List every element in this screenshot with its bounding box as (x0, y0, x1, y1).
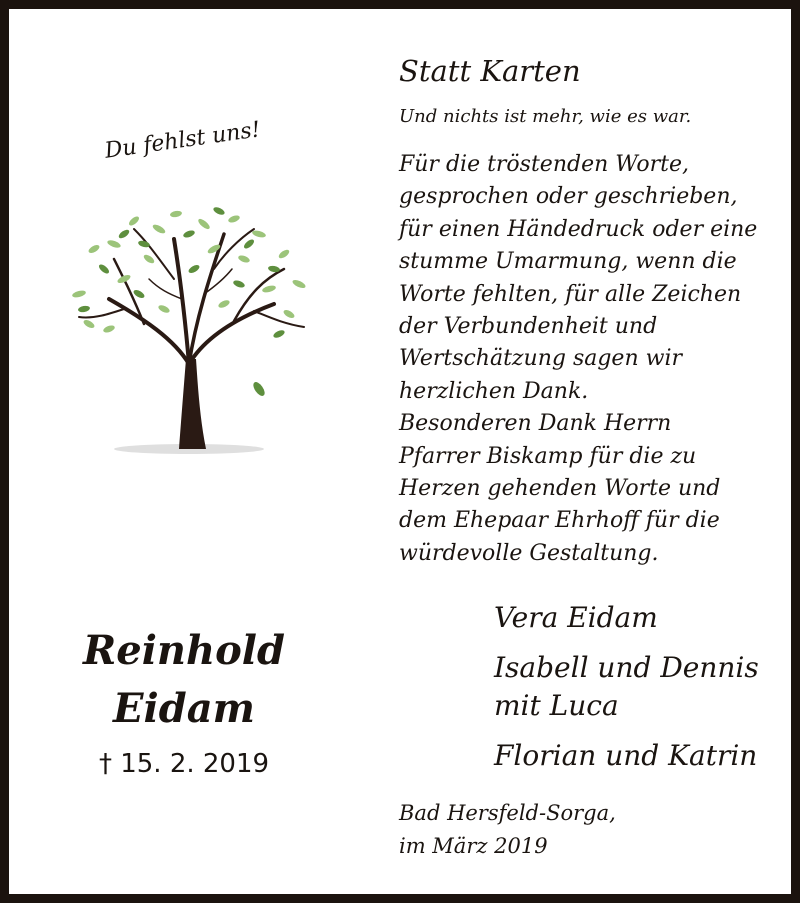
deceased-last-name: Eidam (113, 685, 255, 732)
deceased-first-name: Reinhold (83, 627, 285, 674)
text-line: Für die tröstenden Worte, (399, 152, 689, 177)
text-line: Pfarrer Biskamp für die zu (399, 443, 697, 469)
heading: Statt Karten (399, 54, 581, 88)
death-date: † 15. 2. 2019 (98, 749, 270, 779)
place-and-date (399, 797, 616, 863)
signer: Isabell und Dennis (494, 651, 759, 684)
tree-illustration-icon (64, 199, 314, 469)
subheading: Und nichts ist mehr, wie es war. (399, 106, 692, 127)
signer: Florian und Katrin (494, 739, 758, 772)
text-line: für einen Händedruck oder eine (399, 216, 758, 242)
place-line: Bad Hersfeld-Sorga, (399, 801, 616, 825)
signer: mit Luca (494, 689, 619, 722)
signer: Vera Eidam (494, 601, 658, 634)
text-line: der Verbundenheit und (399, 314, 658, 340)
date-line: im März 2019 (399, 834, 548, 858)
text-line: dem Ehepaar Ehrhoff für die (399, 508, 720, 534)
text-line: herzlichen Dank. (399, 378, 589, 404)
thank-you-text (399, 149, 757, 570)
text-line: würdevolle Gestaltung. (399, 540, 659, 566)
text-line: Herzen gehenden Worte und (399, 476, 721, 502)
text-line: gesprochen oder geschrieben, (399, 184, 738, 210)
text-line: Worte fehlten, für alle Zeichen (399, 281, 742, 307)
tagline: Du fehlst uns! (103, 117, 262, 164)
text-line: Besonderen Dank Herrn (399, 411, 672, 437)
text-line: stumme Umarmung, wenn die (399, 249, 737, 275)
text-line: Wertschätzung sagen wir (399, 346, 682, 372)
